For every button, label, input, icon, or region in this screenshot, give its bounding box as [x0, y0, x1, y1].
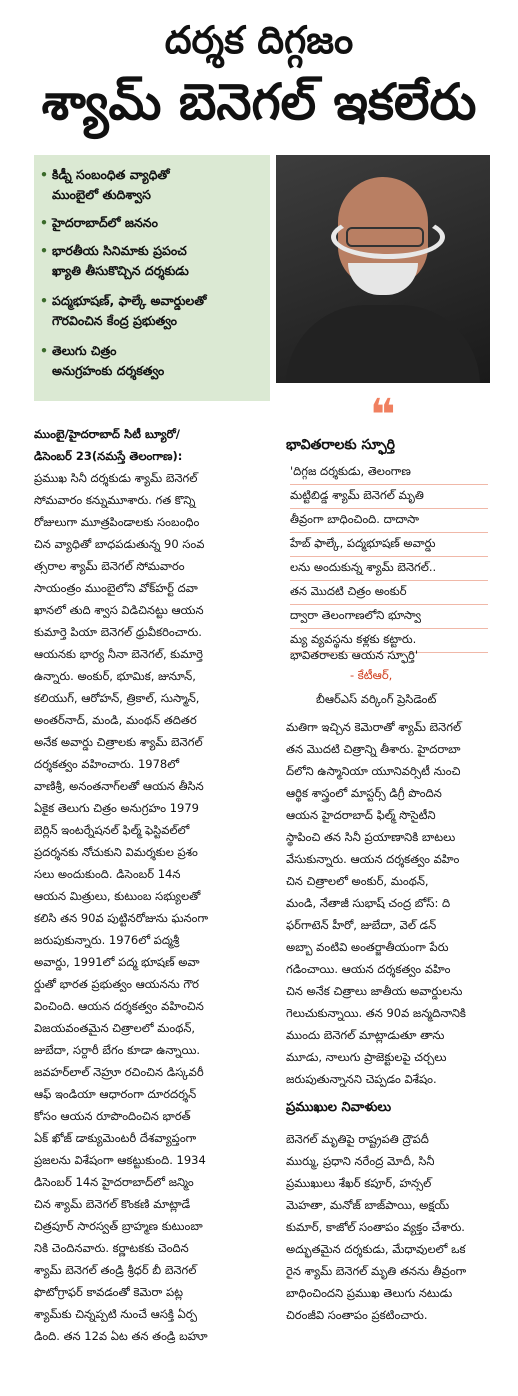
body-line: చిన చిత్రాలలో అంకుర్, మంథన్, — [286, 874, 429, 888]
photo-shirt — [286, 305, 480, 383]
body-line: చిన శ్యామ్ బెనెగల్ కొంకణి మాట్లాడే — [34, 1197, 191, 1211]
quote-line: తన మొదటి చిత్రం అంకుర్ — [290, 580, 488, 605]
body-line: ఏక్ ఖోజ్ డాక్యుమెంటరీ దేశవ్యాప్తంగా — [34, 1131, 197, 1145]
bullet-icon: • — [40, 293, 48, 308]
body-line: ముందు బెనెగల్ మాట్లాడుతూ తాను — [286, 1028, 445, 1042]
body-line: ఉన్నారు. అంకుర్, భూమిక, జునూన్, — [34, 669, 196, 683]
body-line: శ్యామ్ బెనెగల్ తండ్రి శ్రీధర్ బీ బెనెగల్ — [34, 1263, 197, 1277]
body-line: అనేక అవార్డు చిత్రాలకు శ్యామ్ బెనెగల్ — [34, 735, 203, 749]
body-line: శ్యామ్‌కు చిన్నప్పటి నుంచే ఆసక్తి ఏర్ప — [34, 1307, 198, 1321]
body-line: జరుపుకున్నారు. 1976లో పద్మశ్రీ — [34, 933, 180, 947]
body-line: బెనెగల్ మృతిపై రాష్ట్రపతి ద్రౌపదీ — [286, 1132, 429, 1146]
quote-line: భావితరాలకు ఆయన స్ఫూర్తి' — [290, 648, 418, 662]
body-line: ఖానలో తుది శ్వాస విడిచినట్టు ఆయన — [34, 603, 204, 617]
highlight-item — [40, 341, 262, 381]
highlight-text: హైదరాబాద్‌లో జననం — [52, 215, 158, 230]
highlight-text: భారతీయ సినిమాకు ప్రపంచ — [52, 243, 187, 258]
highlight-text: పద్మభూషణ్, ఫాల్కే అవార్డులతో — [52, 293, 207, 308]
article-left-column — [34, 423, 270, 1347]
bullet-icon: • — [40, 343, 48, 358]
body-line: కోసం ఆయన రూపొందించిన భారత్ — [34, 1109, 191, 1123]
quote-line: మట్టిబిడ్డ శ్యామ్ బెనెగల్ మృతి — [290, 484, 488, 509]
headline-line-2: శ్యామ్ బెనెగల్ ఇకలేరు — [41, 73, 477, 131]
body-line: చిన అనేక చిత్రాలు జాతీయ అవార్డులను — [286, 984, 463, 998]
quote-line: హేబ్ ఫాల్కే, పద్మభూషణ్ అవార్డు — [290, 532, 488, 557]
body-line: ఆర్థిక శాస్త్రంలో మాస్టర్స్ డిగ్రీ పొందిన — [286, 786, 442, 800]
quote-line: లను అందుకున్న శ్యామ్ బెనెగల్.. — [290, 556, 488, 581]
body-line: స్థాపించి తన సినీ ప్రయాణానికి బాటలు — [286, 830, 456, 844]
highlight-text: అనుగ్రహంకు దర్శకత్వం — [52, 363, 165, 378]
portrait-photo — [276, 155, 490, 383]
body-line: చిత్రపూర్ సారస్వత్ బ్రాహ్మణ కుటుంబా — [34, 1219, 203, 1233]
body-line: గెలుచుకున్నాయి. తన 90వ జన్మదినానికి — [286, 1006, 466, 1020]
body-line: అవార్డు, 1991లో పద్మ భూషణ్ అవా — [34, 955, 200, 969]
highlight-item — [40, 241, 262, 281]
tributes-column — [286, 1128, 490, 1326]
body-line: డింది. తన 12వ ఏట తన తండ్రి బహూ — [34, 1329, 208, 1343]
body-line: ర్డుతో భారత ప్రభుత్వం ఆయనను గౌర — [34, 977, 199, 991]
bullet-icon: • — [40, 215, 48, 230]
body-line: అబ్బా వంటివి అంతర్జాతీయంగా పేరు — [286, 940, 449, 954]
body-line: చిరంజీవి సంతాపం ప్రకటించారు. — [286, 1308, 428, 1322]
highlights-box — [34, 155, 270, 401]
body-line: ముర్ము, ప్రధాని నరేంద్ర మోదీ, సినీ — [286, 1154, 435, 1168]
section-subheading: ప్రముఖుల నివాళులు — [286, 1100, 392, 1115]
body-line: కలియుగ్, ఆరోహన్, త్రికాల్, సుస్మాన్, — [34, 691, 200, 705]
body-line: అద్భుతమైన దర్శకుడు, మేధావులలో ఒక — [286, 1242, 466, 1256]
body-line: ఆయన హైదరాబాద్ ఫిల్మ్ సొసైటీని — [286, 808, 436, 822]
highlight-text: ఖ్యాతి తీసుకొచ్చిన దర్శకుడు — [52, 263, 189, 278]
body-line: ప్రజలను విశేషంగా ఆకట్టుకుంది. 1934 — [34, 1153, 206, 1167]
body-line: ఆఫ్ ఇండియా ఆధారంగా దూరదర్శన్ — [34, 1087, 197, 1101]
body-line: ప్రముఖులు శేఖర్ కపూర్, హన్సల్ — [286, 1176, 432, 1190]
highlight-item — [40, 291, 262, 331]
body-line: అంతర్‌నాద్, మండి, మంథన్ తదితర — [34, 713, 197, 727]
article-right-column — [286, 716, 490, 1090]
quote-line: 'దిగ్గజ దర్శకుడు, తెలంగాణ — [290, 460, 488, 485]
body-line: వేసుకున్నారు. ఆయన దర్శకత్వం వహిం — [286, 852, 460, 866]
body-line: డిసెంబర్ 14న హైదరాబాద్‌లో జన్మిం — [34, 1175, 194, 1189]
body-line: తన మొదటి చిత్రాన్ని తీశారు. హైదరాబా — [286, 742, 461, 756]
body-line: కుమార్తె పియా బెనెగల్ ధ్రువీకరించారు. — [34, 625, 202, 639]
body-line: కలిసి తన 90వ పుట్టినరోజును ఘనంగా — [34, 911, 209, 925]
body-line: మండి, నేతాజీ సుభాష్ చంద్ర బోస్: ది — [286, 896, 451, 910]
bullet-icon: • — [40, 167, 48, 182]
photo-beard — [348, 263, 418, 295]
photo-glasses — [346, 227, 424, 247]
quote-line: మ్య వ్యవస్థను కళ్లకు కట్టారు. — [290, 628, 488, 653]
highlight-item — [40, 213, 262, 233]
quote-signature: - కేటీఆర్, — [350, 668, 393, 682]
highlight-text: కిడ్నీ సంబంధిత వ్యాధితో — [52, 167, 170, 182]
body-line: జరుపుతున్నానని చెప్పడం విశేషం. — [286, 1072, 437, 1086]
body-line: రోజులుగా మూత్రపిండాలకు సంబంధిం — [34, 515, 200, 529]
body-line: ఆయనకు భార్య నీనా బెనెగల్, కుమార్తె — [34, 647, 203, 661]
body-line: సాయంత్రం ముంబైలోని వోక్‌హర్ట్ దవా — [34, 581, 198, 595]
body-line: త్సరాల శ్యామ్ బెనెగల్ సోమవారం — [34, 559, 185, 573]
body-line: విజయవంతమైన చిత్రాలలో మంథన్, — [34, 1021, 196, 1035]
body-line: సోమవారం కన్నుమూశారు. గత కొన్ని — [34, 493, 196, 507]
body-line: ప్రదర్శనకు నోచుకుని విమర్శకుల ప్రశం — [34, 845, 198, 859]
body-line: సలు అందుకుంది. డిసెంబర్ 14న — [34, 867, 181, 881]
body-line: మూడు, నాలుగు ప్రాజెక్టులపై చర్చలు — [286, 1050, 447, 1064]
body-line: బాధించిందని ప్రముఖ తెలుగు నటుడు — [286, 1286, 453, 1300]
headline-line-1: దర్శక దిగ్గజం — [164, 18, 354, 62]
highlight-text: ముంబైలో తుదిశ్వాస — [52, 187, 151, 202]
body-line: మతిగా ఇచ్చిన కెమెరాతో శ్యామ్ బెనెగల్ — [286, 720, 462, 734]
body-line: మెహతా, మనోజ్ బాజ్‌పాయి, అక్షయ్ — [286, 1198, 450, 1212]
body-line: వించింది. ఆయన దర్శకత్వం వహించిన — [34, 999, 204, 1013]
body-line: జవహర్‌లాల్ నెహ్రూ రచించిన డిస్కవరీ — [34, 1065, 204, 1079]
dateline: ముంబై/హైదరాబాద్ సిటీ బ్యూరో/ — [34, 427, 180, 441]
body-line: నికి చెందినవారు. కర్ణాటకకు చెందిన — [34, 1241, 189, 1255]
body-line: ఫొటోగ్రాఫర్ కావడంతో కెమెరా పట్ల — [34, 1285, 184, 1299]
body-line: గడించాయి. ఆయన దర్శకత్వం వహిం — [286, 962, 451, 976]
quote-designation: బీఆర్ఎస్ వర్కింగ్ ప్రెసిడెంట్ — [316, 692, 437, 706]
body-line: చిన వ్యాధితో బాధపడుతున్న 90 సంవ — [34, 537, 205, 551]
body-line: ద్‌లోని ఉస్మానియా యూనివర్సిటీ నుంచి — [286, 764, 461, 778]
highlight-text: గౌరవించిన కేంద్ర ప్రభుత్వం — [52, 313, 178, 328]
body-line: రైన శ్యామ్ బెనెగల్ మృతి తనను తీవ్రంగా — [286, 1264, 467, 1278]
body-line: ప్రముఖ సినీ దర్శకుడు శ్యామ్ బెనెగల్ — [34, 471, 198, 485]
quote-line: తీవ్రంగా బాధించింది. దాదాసా — [290, 508, 488, 533]
body-line: కుమార్, కాజోల్ సంతాపం వ్యక్తం చేశారు. — [286, 1220, 465, 1234]
body-line: దర్శకత్వం వహించారు. 1978లో — [34, 757, 180, 771]
highlight-item — [40, 165, 262, 205]
highlight-text: తెలుగు చిత్రం — [52, 343, 117, 358]
quote-title: భావితరాలకు స్ఫూర్తి — [286, 437, 395, 453]
bullet-icon: • — [40, 243, 48, 258]
dateline: డిసెంబర్ 23(నమస్తే తెలంగాణ): — [34, 449, 183, 463]
body-line: బెర్లిన్ ఇంటర్నేషనల్ ఫిల్మ్ ఫెస్టివల్‌లో — [34, 823, 190, 837]
quote-line: ద్వారా తెలంగాణలోని భూస్వా — [290, 604, 488, 629]
body-line: ఆయన మిత్రులు, కుటుంబ సభ్యులతో — [34, 889, 201, 903]
body-line: ఫర్‌గాటెన్ హీరో, జుబేదా, వెల్ డన్ — [286, 918, 437, 932]
body-line: వాణిశ్రీ, అనంతనాగ్‌లతో ఆయన తీసిన — [34, 779, 204, 793]
body-line: ఏకైక తెలుగు చిత్రం అనుగ్రహం 1979 — [34, 801, 199, 815]
body-line: జుబేదా, సర్దారీ బేగం కూడా ఉన్నాయి. — [34, 1043, 201, 1057]
quote-mark-icon: ❝ — [370, 390, 396, 441]
